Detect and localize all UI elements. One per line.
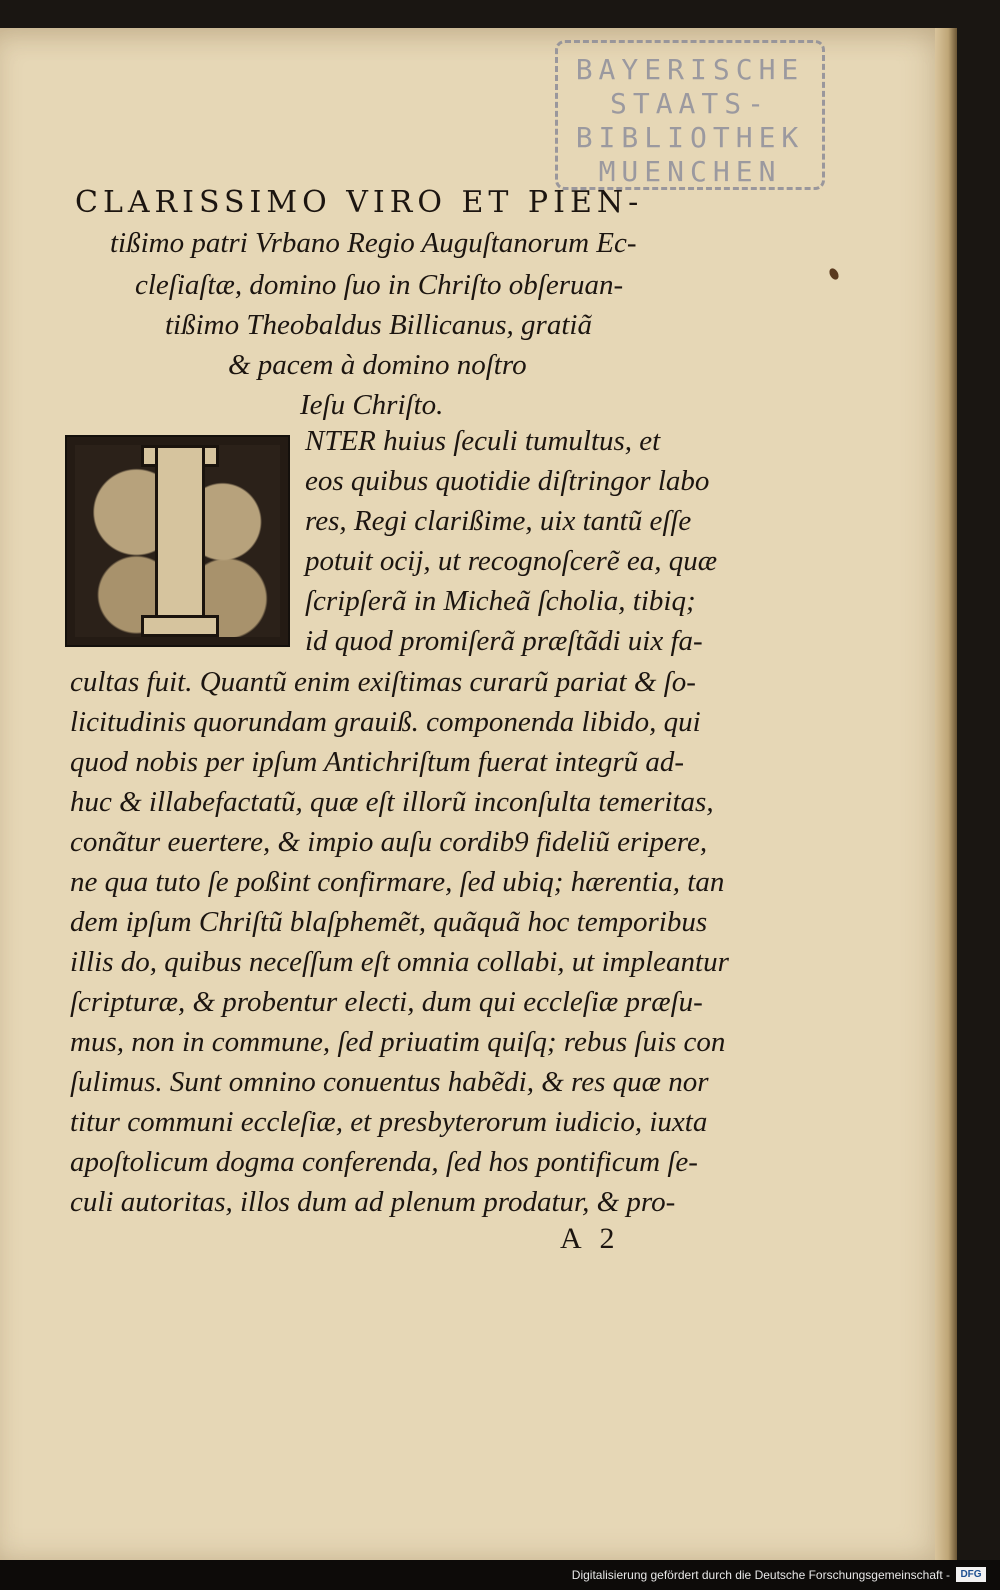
text-line: titur communi eccleſiæ, et presbyterorum iudicio, iuxta (70, 1106, 708, 1138)
heading-line: & pacem à domino noſtro (228, 349, 527, 381)
heading-line: tißimo Theobaldus Billicanus, gratiã (165, 309, 592, 341)
stamp-line: STAATS- (609, 87, 770, 120)
page-edge (935, 28, 957, 1560)
text-line: res, Regi clarißime, uix tantũ eſſe (305, 505, 692, 537)
dfg-logo: DFG (956, 1567, 986, 1582)
text-line: apoſtolicum dogma conferenda, ſed hos pontificum ſe- (70, 1146, 698, 1178)
text-line: potuit ocij, ut recognoſcerẽ ea, quæ (305, 545, 718, 577)
text-line: eos quibus quotidie diſtringor labo (305, 465, 710, 497)
text-line: mus, non in commune, ſed priuatim quiſq; rebus ſuis con (70, 1026, 726, 1058)
text-line: ſulimus. Sunt omnino conuentus habẽdi, & res quæ nor (70, 1066, 709, 1098)
heading-line: CLARISSIMO VIRO ET PIEN- (75, 185, 644, 220)
stamp-line: BAYERISCHE (575, 53, 805, 86)
text-line: culi autoritas, illos dum ad plenum prodatur, & pro- (70, 1186, 676, 1218)
text-line: ne qua tuto ſe poßint confirmare, ſed ubiq; hærentia, tan (70, 866, 725, 898)
heading-line: cleſiaſtæ, domino ſuo in Chriſto obſeruan- (135, 269, 624, 301)
text-line: NTER huius ſeculi tumultus, et (305, 425, 661, 457)
decorated-initial (65, 435, 290, 647)
text-line: huc & illabefactatũ, quæ eſt illorũ inconſulta temeritas, (70, 786, 714, 818)
text-line: illis do, quibus neceſſum eſt omnia collabi, ut impleantur (70, 946, 729, 978)
heading-line: Ieſu Chriſto. (300, 389, 444, 421)
footer-bar (0, 1560, 1000, 1590)
stamp-line: MUENCHEN (598, 155, 782, 188)
funding-credit: Digitalisierung gefördert durch die Deutsche Forschungsgemeinschaft - (571, 1568, 950, 1582)
text-line: dem ipſum Chriſtũ blaſphemẽt, quãquã hoc temporibus (70, 906, 708, 938)
text-line: ſcripturæ, & probentur electi, dum qui eccleſiæ præſu- (70, 986, 703, 1018)
signature-mark: A 2 (560, 1222, 621, 1255)
initial-letter-i (155, 445, 205, 637)
library-stamp (555, 40, 825, 190)
stamp-line: BIBLIOTHEK (575, 121, 805, 154)
text-line: quod nobis per ipſum Antichriſtum fuerat integrũ ad- (70, 746, 685, 778)
text-line: ſcripſerã in Micheã ſcholia, tibiq; (305, 585, 696, 617)
heading-line: tißimo patri Vrbano Regio Auguſtanorum Ec- (110, 227, 637, 259)
text-line: id quod promiſerã præſtãdi uix fa- (305, 625, 703, 657)
text-line: cultas fuit. Quantũ enim exiſtimas curarũ pariat & ſo- (70, 666, 696, 698)
text-line: conãtur euertere, & impio auſu cordib9 fideliũ eripere, (70, 826, 708, 858)
text-line: licitudinis quorundam grauiß. componenda libido, qui (70, 706, 701, 738)
